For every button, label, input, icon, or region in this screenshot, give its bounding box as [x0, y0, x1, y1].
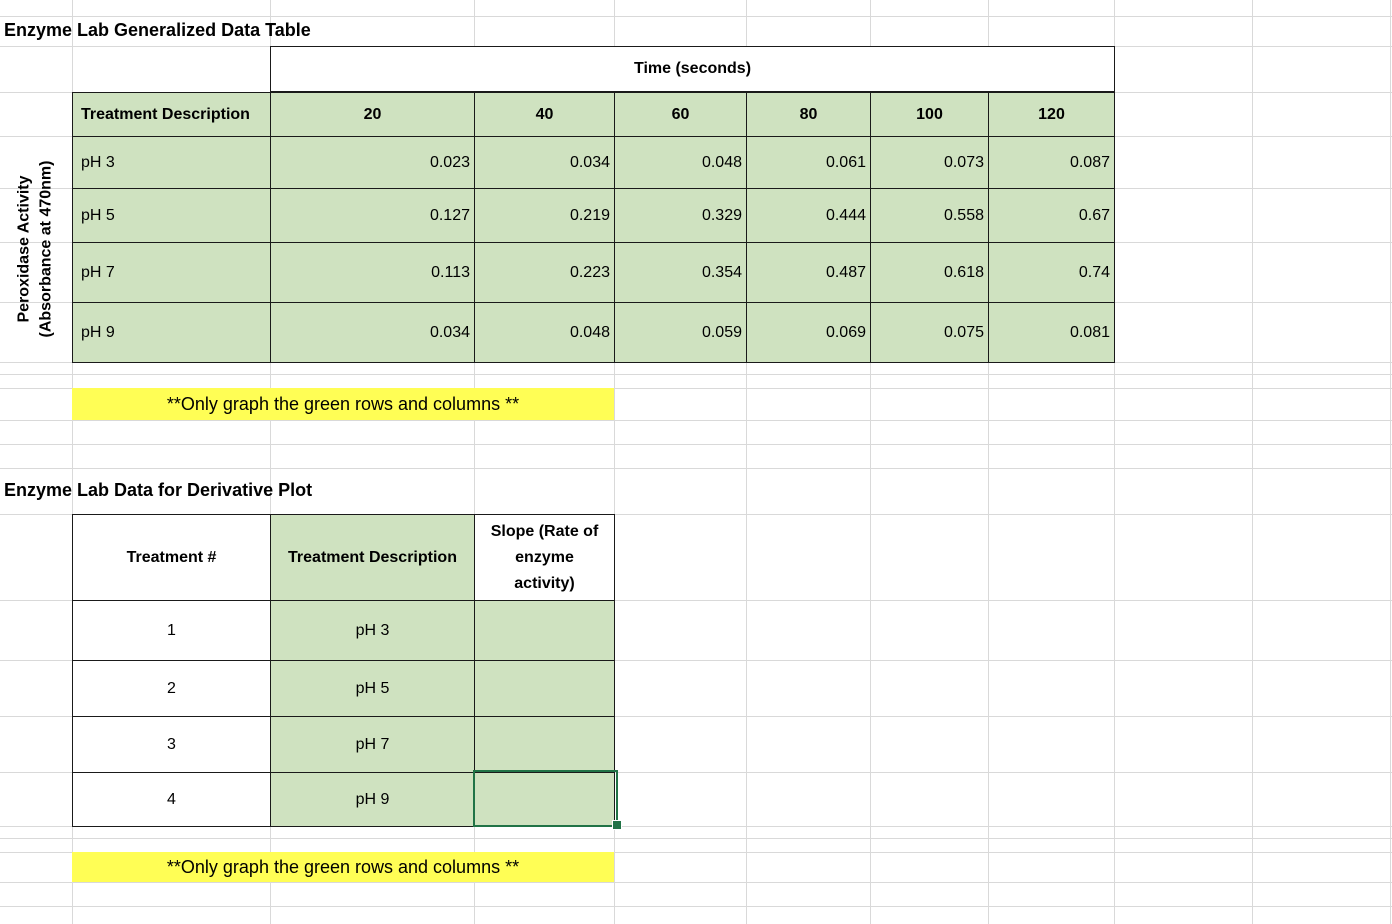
- absorbance-cell[interactable]: 0.069: [746, 302, 871, 363]
- slope-header-line: enzyme: [515, 548, 574, 566]
- treatment-number-header[interactable]: Treatment #: [72, 514, 271, 601]
- absorbance-cell[interactable]: 0.034: [270, 302, 475, 363]
- absorbance-cell[interactable]: 0.023: [270, 136, 475, 189]
- absorbance-cell[interactable]: 0.075: [870, 302, 989, 363]
- absorbance-cell[interactable]: 0.223: [474, 242, 615, 303]
- treatment-description-cell[interactable]: pH 9: [270, 772, 475, 827]
- treatment-description-cell[interactable]: pH 5: [72, 188, 271, 243]
- absorbance-cell[interactable]: 0.073: [870, 136, 989, 189]
- absorbance-cell[interactable]: 0.558: [870, 188, 989, 243]
- time-col-header[interactable]: 120: [988, 92, 1115, 137]
- absorbance-cell[interactable]: 0.444: [746, 188, 871, 243]
- slope-cell[interactable]: [474, 600, 615, 661]
- slope-cell[interactable]: [474, 660, 615, 717]
- treatment-number-cell[interactable]: 2: [72, 660, 271, 717]
- absorbance-cell[interactable]: 0.048: [474, 302, 615, 363]
- slope-header-line: activity): [514, 574, 575, 592]
- treatment-description-cell[interactable]: pH 7: [72, 242, 271, 303]
- table1-title: Enzyme Lab Generalized Data Table: [4, 20, 311, 40]
- active-cell-selection[interactable]: [473, 770, 618, 827]
- treatment-number-cell[interactable]: 3: [72, 716, 271, 773]
- treatment-description-cell[interactable]: pH 7: [270, 716, 475, 773]
- absorbance-cell[interactable]: 0.329: [614, 188, 747, 243]
- time-col-header[interactable]: 40: [474, 92, 615, 137]
- time-header[interactable]: Time (seconds): [270, 46, 1115, 92]
- absorbance-cell[interactable]: 0.087: [988, 136, 1115, 189]
- absorbance-cell[interactable]: 0.059: [614, 302, 747, 363]
- absorbance-cell[interactable]: 0.048: [614, 136, 747, 189]
- time-col-header[interactable]: 60: [614, 92, 747, 137]
- table2-title: Enzyme Lab Data for Derivative Plot: [4, 480, 313, 500]
- graph-note[interactable]: **Only graph the green rows and columns **: [72, 388, 614, 420]
- treatment-description-header[interactable]: Treatment Description: [72, 92, 271, 137]
- slope-header-line: Slope (Rate of: [490, 522, 599, 540]
- row-axis-label: Peroxidase Activity (Absorbance at 470nm): [15, 160, 54, 338]
- time-col-header[interactable]: 20: [270, 92, 475, 137]
- absorbance-cell[interactable]: 0.354: [614, 242, 747, 303]
- treatment-description-cell[interactable]: pH 5: [270, 660, 475, 717]
- absorbance-cell[interactable]: 0.67: [988, 188, 1115, 243]
- treatment-number-cell[interactable]: 4: [72, 772, 271, 827]
- fill-handle[interactable]: [612, 820, 622, 830]
- slope-cell[interactable]: [474, 716, 615, 773]
- treatment-description-cell[interactable]: pH 3: [72, 136, 271, 189]
- absorbance-cell[interactable]: 0.618: [870, 242, 989, 303]
- treatment-number-cell[interactable]: 1: [72, 600, 271, 661]
- absorbance-cell[interactable]: 0.081: [988, 302, 1115, 363]
- treatment-description-cell[interactable]: pH 3: [270, 600, 475, 661]
- slope-header[interactable]: [474, 514, 615, 601]
- absorbance-cell[interactable]: 0.127: [270, 188, 475, 243]
- time-col-header[interactable]: 100: [870, 92, 989, 137]
- absorbance-cell[interactable]: 0.113: [270, 242, 475, 303]
- absorbance-cell[interactable]: 0.034: [474, 136, 615, 189]
- graph-note[interactable]: **Only graph the green rows and columns **: [72, 852, 614, 882]
- absorbance-cell[interactable]: 0.487: [746, 242, 871, 303]
- absorbance-cell[interactable]: 0.219: [474, 188, 615, 243]
- absorbance-cell[interactable]: 0.061: [746, 136, 871, 189]
- time-col-header[interactable]: 80: [746, 92, 871, 137]
- treatment-description-header[interactable]: Treatment Description: [270, 514, 475, 601]
- absorbance-cell[interactable]: 0.74: [988, 242, 1115, 303]
- treatment-description-cell[interactable]: pH 9: [72, 302, 271, 363]
